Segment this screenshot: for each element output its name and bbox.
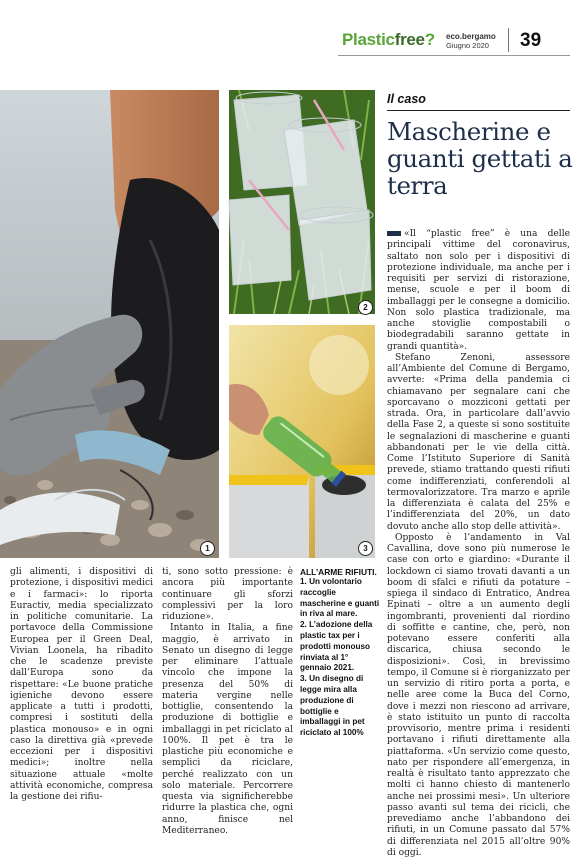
photo-badge-1: 1 (200, 541, 215, 556)
body-paragraph: Opposto è l’andamento in Val Cavallina, dove sono più numerose le case con orto e giardino: «Durante il lockdown ci siamo trovati davanti a un boom di sfalci e rifiuti da potature – spiega il sindaco di Entratico, Andrea Epinati – oltre a un aumento degli ingombranti, provenienti dal riordino di soffitte e cantine, che, però, non potevano essere conferiti alla discarica, chiusa secondo le disposizioni». Così, in brevissimo tempo, il Comune si è riorganizzato per un servizio di ritiro porta a porta, e nelle aree come la Buca del Corno, dove i mezzi non riescono ad arrivare, è stato istituito un punto di raccolta provvisorio, mentre prima i residenti portavano i rifiuti direttamente alla piattaforma. «Un servizio come questo, nato per rispondere all’emergenza, in realtà è risultato tanto apprezzato che molti ci hanno chiesto di mantenerlo anche nei prossimi mesi». Un ulteriore passo avanti sul tema dei ricicli, che prevediamo anche l’abbandono dei rifiuti, in un Comune passato dal 57% di differenziata nel 2015 all’oltre 90% di oggi. (387, 532, 570, 858)
paragraph-marker-icon (387, 231, 401, 236)
caption-item-3: 3. Un disegno di legge mira alla produzione di bottiglie e imballaggi in pet riciclato al 100% (300, 674, 365, 738)
issue-date: Giugno 2020 (446, 41, 489, 50)
middle-text-column (162, 567, 293, 836)
plastic-cups-illustration (229, 90, 375, 314)
brand-logo (342, 30, 435, 50)
header-divider (508, 28, 509, 52)
publication-info (446, 32, 496, 50)
brand-question: ? (424, 30, 435, 49)
page-number: 39 (520, 30, 542, 51)
photo-badge-3: 3 (358, 541, 373, 556)
right-text-column (387, 229, 570, 858)
lead-paragraph (387, 229, 570, 353)
photo-badge-2: 2 (358, 300, 373, 315)
caption-box (300, 567, 380, 739)
article-title: Mascherine e guanti gettati a terra (387, 117, 573, 200)
header-rule (338, 55, 570, 56)
caption-title: ALL’ARME RIFIUTI. (300, 567, 377, 577)
lead-paragraph-text: «Il “plastic free” è una delle principali vittime del coronavirus, saltato non solo per i dispositivi di protezione individuale, ma anche per i requisiti per servizi di ristorazione, mense, scuole e per il boom di imballaggi per le consegne a domicilio. Non solo plastica tradizionale, ma anche stoviglie compostabili o biodegradabili saranno gettate in grandi quantità». (387, 229, 570, 352)
bottle-recycling-photo (229, 325, 375, 558)
caption-item-1: 1. Un volontario raccoglie mascherine e guanti in riva al mare. (300, 577, 380, 619)
section-rule (387, 110, 570, 111)
body-paragraph: gli alimenti, i dispositivi di protezione, i dispositivi medici e i farmaci»: lo riporta Euractiv, media specializzato in politiche comunitarie. La portavoce della Commissione Europea per il Green Deal, Vivian Loonela, ha ribadito che le scadenze previste dall’Europa sono da rispettare: «Le buone pratiche igieniche devono essere applicate a tutti i prodotti, compresi i sostituti della plastica monouso» e in ogni caso la direttiva già «prevede eccezioni per i dispositivi medici»; inoltre nella situazione attuale «molte attività economiche, compresa la gestione dei rifiu- (10, 567, 153, 802)
body-paragraph: ti, sono sotto pressione: è ancora più importante continuare gli sforzi complessivi per la loro riduzione». (162, 567, 293, 622)
bottle-recycling-illustration (229, 325, 375, 558)
section-label: Il caso (387, 92, 426, 106)
plastic-cups-photo (229, 90, 375, 314)
body-paragraph: Stefano Zenoni, assessore all’Ambiente del Comune di Bergamo, avverte: «Prima della pandemia ci chiamavano per segnalare cani che sporcavano o mozziconi gettati per strada. Ora, in particolare dall’avvio della Fase 2, a queste si sono sostituite le segnalazioni di mascherine e guanti abbandonati per le vie della città. Come l’Istituto Superiore di Sanità prevede, stiamo trattando questi rifiuti come indifferenziati, conferendoli al termovalorizzatore. Tra marzo e aprile la differenziata è calata del 25% e l’indifferenziata del 20%, un dato dovuto anche allo stop delle attività». (387, 352, 570, 532)
body-paragraph: Intanto in Italia, a fine maggio, è arrivato in Senato un disegno di legge per eliminare l’attuale vincolo che impone la presenza del 50% di materia vergine nelle bottiglie, consentendo la produzione di bottiglie e imballaggi in pet riciclato al 100%. Il pet è tra le plastiche più economiche e semplici da riciclare, perché realizzato con un solo materiale. Percorrere questa via significherebbe ridurre la plastica che, ogni anno, finisce nel Mediterraneo. (162, 623, 293, 836)
beach-cleanup-illustration (0, 90, 219, 558)
brand-free: free (394, 30, 425, 49)
caption-item-2: 2. L’adozione della plastic tax per i prodotti monouso rinviata al 1° gennaio 2021. (300, 620, 373, 673)
left-text-column (10, 567, 153, 803)
publisher-name: eco.bergamo (446, 32, 496, 41)
brand-plastic: Plastic (342, 30, 395, 49)
beach-cleanup-photo (0, 90, 219, 558)
